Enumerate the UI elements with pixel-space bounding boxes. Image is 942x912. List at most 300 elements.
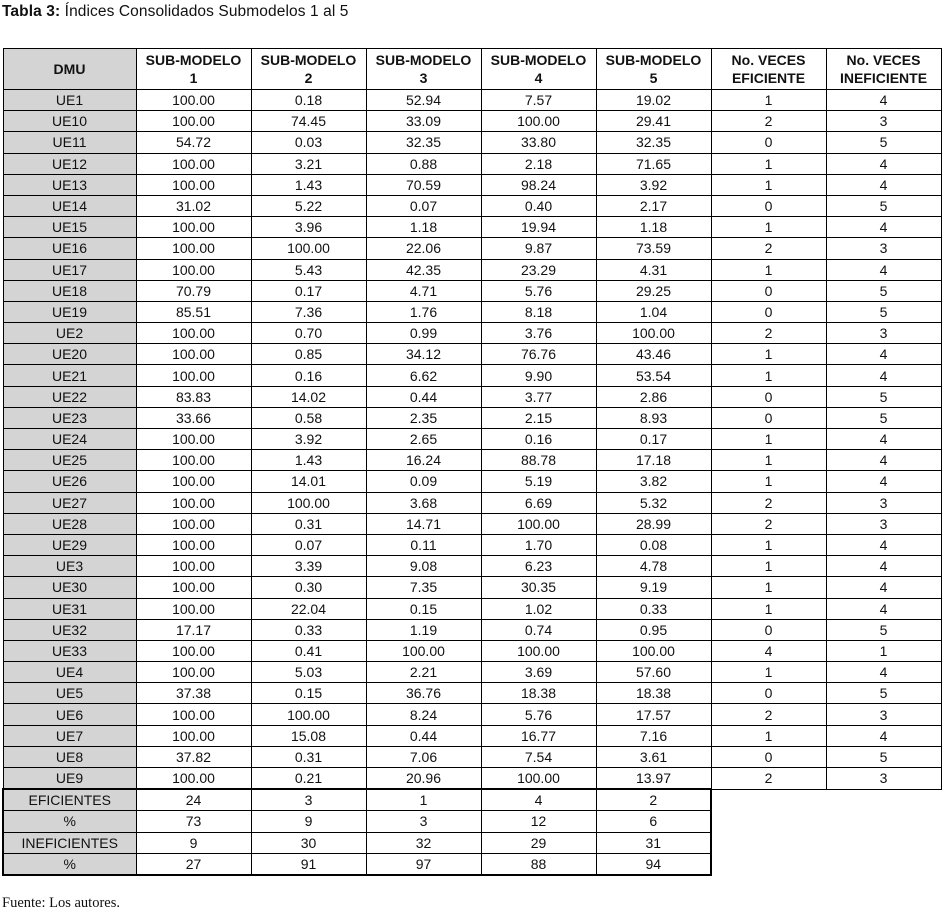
value-cell: 5 bbox=[826, 132, 941, 153]
value-cell: 32.35 bbox=[366, 132, 481, 153]
value-cell: 100.00 bbox=[136, 174, 251, 195]
summary-value-cell: 88 bbox=[481, 853, 596, 875]
value-cell: 1 bbox=[711, 577, 826, 598]
value-cell: 28.99 bbox=[596, 513, 711, 534]
value-cell: 100.00 bbox=[136, 640, 251, 661]
table-row bbox=[3, 238, 941, 259]
value-cell: 100.00 bbox=[136, 492, 251, 513]
table-row bbox=[3, 195, 941, 216]
value-cell: 1.18 bbox=[366, 217, 481, 238]
summary-value-cell: 6 bbox=[596, 811, 711, 832]
value-cell: 54.72 bbox=[136, 132, 251, 153]
table-row bbox=[3, 556, 941, 577]
value-cell: 23.29 bbox=[481, 259, 596, 280]
value-cell: 0.41 bbox=[251, 640, 366, 661]
summary-value-cell: 29 bbox=[481, 832, 596, 853]
dmu-cell: UE12 bbox=[3, 153, 136, 174]
table-row bbox=[3, 280, 941, 301]
value-cell: 5 bbox=[826, 280, 941, 301]
value-cell: 100.00 bbox=[136, 725, 251, 746]
value-cell: 6.69 bbox=[481, 492, 596, 513]
value-cell: 0.11 bbox=[366, 534, 481, 555]
summary-value-cell: 32 bbox=[366, 832, 481, 853]
table-row bbox=[3, 217, 941, 238]
value-cell: 18.38 bbox=[596, 683, 711, 704]
table-caption bbox=[2, 3, 349, 21]
value-cell: 14.71 bbox=[366, 513, 481, 534]
value-cell: 1.18 bbox=[596, 217, 711, 238]
dmu-cell: UE16 bbox=[3, 238, 136, 259]
value-cell: 52.94 bbox=[366, 90, 481, 111]
value-cell: 100.00 bbox=[136, 534, 251, 555]
value-cell: 100.00 bbox=[136, 90, 251, 111]
value-cell: 17.18 bbox=[596, 450, 711, 471]
table-row bbox=[3, 768, 941, 790]
value-cell: 0.15 bbox=[366, 598, 481, 619]
value-cell: 100.00 bbox=[136, 429, 251, 450]
value-cell: 0.30 bbox=[251, 577, 366, 598]
value-cell: 1 bbox=[711, 90, 826, 111]
dmu-cell: UE10 bbox=[3, 111, 136, 132]
value-cell: 5 bbox=[826, 195, 941, 216]
value-cell: 0.31 bbox=[251, 513, 366, 534]
value-cell: 5 bbox=[826, 619, 941, 640]
value-cell: 1.43 bbox=[251, 450, 366, 471]
value-cell: 3.82 bbox=[596, 471, 711, 492]
value-cell: 1 bbox=[711, 662, 826, 683]
value-cell: 100.00 bbox=[481, 768, 596, 790]
value-cell: 100.00 bbox=[596, 323, 711, 344]
value-cell: 0.44 bbox=[366, 725, 481, 746]
value-cell: 17.17 bbox=[136, 619, 251, 640]
table-row bbox=[3, 704, 941, 725]
value-cell: 100.00 bbox=[136, 662, 251, 683]
value-cell: 0.74 bbox=[481, 619, 596, 640]
value-cell: 37.82 bbox=[136, 746, 251, 767]
table-row bbox=[3, 450, 941, 471]
table-row bbox=[3, 301, 941, 322]
value-cell: 3.96 bbox=[251, 217, 366, 238]
table-row bbox=[3, 153, 941, 174]
value-cell: 2.21 bbox=[366, 662, 481, 683]
summary-value-cell: 73 bbox=[136, 811, 251, 832]
header-veces-eficiente: No. VECES EFICIENTE bbox=[711, 49, 826, 90]
value-cell: 3.92 bbox=[251, 429, 366, 450]
value-cell: 0.31 bbox=[251, 746, 366, 767]
value-cell: 0.07 bbox=[366, 195, 481, 216]
dmu-cell: UE26 bbox=[3, 471, 136, 492]
value-cell: 100.00 bbox=[136, 471, 251, 492]
value-cell: 19.94 bbox=[481, 217, 596, 238]
value-cell: 1.43 bbox=[251, 174, 366, 195]
empty-cell bbox=[711, 811, 826, 832]
value-cell: 3 bbox=[826, 492, 941, 513]
value-cell: 0 bbox=[711, 746, 826, 767]
value-cell: 74.45 bbox=[251, 111, 366, 132]
value-cell: 31.02 bbox=[136, 195, 251, 216]
value-cell: 0.33 bbox=[596, 598, 711, 619]
value-cell: 0.44 bbox=[366, 386, 481, 407]
summary-value-cell: 1 bbox=[366, 789, 481, 811]
value-cell: 1 bbox=[711, 344, 826, 365]
table-row bbox=[3, 534, 941, 555]
table-row bbox=[3, 344, 941, 365]
table-row bbox=[3, 492, 941, 513]
value-cell: 9.90 bbox=[481, 365, 596, 386]
value-cell: 2.86 bbox=[596, 386, 711, 407]
value-cell: 2 bbox=[711, 238, 826, 259]
value-cell: 5 bbox=[826, 683, 941, 704]
value-cell: 2 bbox=[711, 704, 826, 725]
summary-value-cell: 9 bbox=[251, 811, 366, 832]
table-row bbox=[3, 746, 941, 767]
value-cell: 33.80 bbox=[481, 132, 596, 153]
dmu-cell: UE14 bbox=[3, 195, 136, 216]
value-cell: 4 bbox=[826, 344, 941, 365]
value-cell: 3 bbox=[826, 323, 941, 344]
table-caption-label: Tabla 3: bbox=[2, 3, 61, 20]
value-cell: 100.00 bbox=[481, 640, 596, 661]
value-cell: 15.08 bbox=[251, 725, 366, 746]
value-cell: 13.97 bbox=[596, 768, 711, 790]
table-row bbox=[3, 174, 941, 195]
value-cell: 1 bbox=[711, 259, 826, 280]
value-cell: 1 bbox=[711, 556, 826, 577]
value-cell: 0.33 bbox=[251, 619, 366, 640]
table-row bbox=[3, 619, 941, 640]
value-cell: 0.08 bbox=[596, 534, 711, 555]
value-cell: 1 bbox=[711, 365, 826, 386]
table-row bbox=[3, 683, 941, 704]
dmu-cell: UE1 bbox=[3, 90, 136, 111]
value-cell: 1.76 bbox=[366, 301, 481, 322]
empty-cell bbox=[826, 853, 941, 875]
value-cell: 100.00 bbox=[251, 704, 366, 725]
empty-cell bbox=[826, 811, 941, 832]
summary-value-cell: 31 bbox=[596, 832, 711, 853]
summary-value-cell: 27 bbox=[136, 853, 251, 875]
value-cell: 3 bbox=[826, 704, 941, 725]
table-row bbox=[3, 725, 941, 746]
summary-label-cell: % bbox=[3, 853, 136, 875]
value-cell: 8.93 bbox=[596, 407, 711, 428]
value-cell: 0.18 bbox=[251, 90, 366, 111]
value-cell: 3.77 bbox=[481, 386, 596, 407]
dmu-cell: UE13 bbox=[3, 174, 136, 195]
summary-value-cell: 24 bbox=[136, 789, 251, 811]
header-submodelo-3: SUB-MODELO 3 bbox=[366, 49, 481, 90]
value-cell: 53.54 bbox=[596, 365, 711, 386]
value-cell: 4 bbox=[826, 534, 941, 555]
value-cell: 2.15 bbox=[481, 407, 596, 428]
value-cell: 2.18 bbox=[481, 153, 596, 174]
value-cell: 9.19 bbox=[596, 577, 711, 598]
value-cell: 22.06 bbox=[366, 238, 481, 259]
value-cell: 17.57 bbox=[596, 704, 711, 725]
value-cell: 100.00 bbox=[136, 450, 251, 471]
value-cell: 100.00 bbox=[136, 598, 251, 619]
value-cell: 34.12 bbox=[366, 344, 481, 365]
dmu-cell: UE19 bbox=[3, 301, 136, 322]
value-cell: 0.40 bbox=[481, 195, 596, 216]
table-row bbox=[3, 407, 941, 428]
value-cell: 1 bbox=[826, 640, 941, 661]
value-cell: 2 bbox=[711, 513, 826, 534]
value-cell: 7.54 bbox=[481, 746, 596, 767]
value-cell: 20.96 bbox=[366, 768, 481, 790]
dmu-cell: UE21 bbox=[3, 365, 136, 386]
value-cell: 1.02 bbox=[481, 598, 596, 619]
value-cell: 100.00 bbox=[136, 577, 251, 598]
value-cell: 3.69 bbox=[481, 662, 596, 683]
value-cell: 3.39 bbox=[251, 556, 366, 577]
value-cell: 5.03 bbox=[251, 662, 366, 683]
value-cell: 0.99 bbox=[366, 323, 481, 344]
header-submodelo-1: SUB-MODELO 1 bbox=[136, 49, 251, 90]
dmu-cell: UE11 bbox=[3, 132, 136, 153]
value-cell: 3.76 bbox=[481, 323, 596, 344]
summary-row bbox=[3, 832, 941, 853]
value-cell: 100.00 bbox=[481, 111, 596, 132]
value-cell: 5.43 bbox=[251, 259, 366, 280]
dmu-cell: UE30 bbox=[3, 577, 136, 598]
value-cell: 5 bbox=[826, 301, 941, 322]
value-cell: 0.95 bbox=[596, 619, 711, 640]
dmu-cell: UE6 bbox=[3, 704, 136, 725]
summary-value-cell: 3 bbox=[366, 811, 481, 832]
value-cell: 29.41 bbox=[596, 111, 711, 132]
value-cell: 16.24 bbox=[366, 450, 481, 471]
table-row bbox=[3, 471, 941, 492]
value-cell: 2 bbox=[711, 492, 826, 513]
value-cell: 70.59 bbox=[366, 174, 481, 195]
value-cell: 22.04 bbox=[251, 598, 366, 619]
value-cell: 88.78 bbox=[481, 450, 596, 471]
value-cell: 7.06 bbox=[366, 746, 481, 767]
value-cell: 100.00 bbox=[136, 259, 251, 280]
summary-value-cell: 2 bbox=[596, 789, 711, 811]
value-cell: 4 bbox=[826, 429, 941, 450]
value-cell: 4.78 bbox=[596, 556, 711, 577]
table-row bbox=[3, 323, 941, 344]
value-cell: 70.79 bbox=[136, 280, 251, 301]
table-row bbox=[3, 662, 941, 683]
summary-label-cell: EFICIENTES bbox=[3, 789, 136, 811]
value-cell: 8.18 bbox=[481, 301, 596, 322]
value-cell: 14.02 bbox=[251, 386, 366, 407]
value-cell: 5.19 bbox=[481, 471, 596, 492]
dmu-cell: UE5 bbox=[3, 683, 136, 704]
table-row bbox=[3, 386, 941, 407]
value-cell: 7.16 bbox=[596, 725, 711, 746]
table-row bbox=[3, 132, 941, 153]
value-cell: 8.24 bbox=[366, 704, 481, 725]
empty-cell bbox=[826, 832, 941, 853]
value-cell: 4 bbox=[826, 598, 941, 619]
value-cell: 18.38 bbox=[481, 683, 596, 704]
value-cell: 76.76 bbox=[481, 344, 596, 365]
value-cell: 19.02 bbox=[596, 90, 711, 111]
summary-value-cell: 12 bbox=[481, 811, 596, 832]
table-header bbox=[3, 49, 941, 90]
table-row bbox=[3, 598, 941, 619]
dmu-cell: UE20 bbox=[3, 344, 136, 365]
value-cell: 0 bbox=[711, 407, 826, 428]
value-cell: 100.00 bbox=[251, 238, 366, 259]
value-cell: 1 bbox=[711, 217, 826, 238]
dmu-cell: UE25 bbox=[3, 450, 136, 471]
summary-row bbox=[3, 853, 941, 875]
summary-value-cell: 30 bbox=[251, 832, 366, 853]
value-cell: 4 bbox=[826, 153, 941, 174]
header-submodelo-4: SUB-MODELO 4 bbox=[481, 49, 596, 90]
value-cell: 16.77 bbox=[481, 725, 596, 746]
empty-cell bbox=[711, 853, 826, 875]
value-cell: 1 bbox=[711, 471, 826, 492]
value-cell: 1.19 bbox=[366, 619, 481, 640]
summary-value-cell: 94 bbox=[596, 853, 711, 875]
value-cell: 0 bbox=[711, 132, 826, 153]
value-cell: 4.31 bbox=[596, 259, 711, 280]
table-body bbox=[3, 90, 941, 790]
dmu-cell: UE24 bbox=[3, 429, 136, 450]
value-cell: 100.00 bbox=[136, 153, 251, 174]
value-cell: 14.01 bbox=[251, 471, 366, 492]
value-cell: 1 bbox=[711, 450, 826, 471]
value-cell: 0.58 bbox=[251, 407, 366, 428]
summary-value-cell: 91 bbox=[251, 853, 366, 875]
value-cell: 3.21 bbox=[251, 153, 366, 174]
value-cell: 0.70 bbox=[251, 323, 366, 344]
value-cell: 4 bbox=[826, 174, 941, 195]
value-cell: 6.62 bbox=[366, 365, 481, 386]
consolidated-index-table bbox=[2, 48, 942, 876]
value-cell: 3 bbox=[826, 238, 941, 259]
value-cell: 2.17 bbox=[596, 195, 711, 216]
value-cell: 42.35 bbox=[366, 259, 481, 280]
value-cell: 5.22 bbox=[251, 195, 366, 216]
summary-value-cell: 4 bbox=[481, 789, 596, 811]
value-cell: 100.00 bbox=[136, 344, 251, 365]
value-cell: 4 bbox=[826, 662, 941, 683]
summary-value-cell: 97 bbox=[366, 853, 481, 875]
value-cell: 4 bbox=[826, 217, 941, 238]
value-cell: 100.00 bbox=[136, 217, 251, 238]
header-submodelo-2: SUB-MODELO 2 bbox=[251, 49, 366, 90]
table-row bbox=[3, 365, 941, 386]
dmu-cell: UE8 bbox=[3, 746, 136, 767]
summary-row bbox=[3, 811, 941, 832]
value-cell: 4 bbox=[826, 90, 941, 111]
value-cell: 0 bbox=[711, 386, 826, 407]
value-cell: 100.00 bbox=[366, 640, 481, 661]
table-row bbox=[3, 90, 941, 111]
value-cell: 3.68 bbox=[366, 492, 481, 513]
value-cell: 4.71 bbox=[366, 280, 481, 301]
value-cell: 0.07 bbox=[251, 534, 366, 555]
value-cell: 3.92 bbox=[596, 174, 711, 195]
dmu-cell: UE9 bbox=[3, 768, 136, 790]
value-cell: 0.88 bbox=[366, 153, 481, 174]
header-veces-ineficiente: No. VECES INEFICIENTE bbox=[826, 49, 941, 90]
dmu-cell: UE3 bbox=[3, 556, 136, 577]
value-cell: 85.51 bbox=[136, 301, 251, 322]
value-cell: 5.76 bbox=[481, 704, 596, 725]
value-cell: 0 bbox=[711, 280, 826, 301]
value-cell: 33.09 bbox=[366, 111, 481, 132]
value-cell: 3 bbox=[826, 768, 941, 790]
value-cell: 1 bbox=[711, 725, 826, 746]
value-cell: 43.46 bbox=[596, 344, 711, 365]
value-cell: 5 bbox=[826, 386, 941, 407]
value-cell: 5.32 bbox=[596, 492, 711, 513]
value-cell: 4 bbox=[826, 556, 941, 577]
value-cell: 0.85 bbox=[251, 344, 366, 365]
value-cell: 9.08 bbox=[366, 556, 481, 577]
value-cell: 36.76 bbox=[366, 683, 481, 704]
value-cell: 0.16 bbox=[251, 365, 366, 386]
dmu-cell: UE28 bbox=[3, 513, 136, 534]
value-cell: 57.60 bbox=[596, 662, 711, 683]
table-source-note: Fuente: Los autores. bbox=[2, 895, 120, 911]
summary-row bbox=[3, 789, 941, 811]
value-cell: 4 bbox=[826, 471, 941, 492]
dmu-cell: UE7 bbox=[3, 725, 136, 746]
dmu-cell: UE33 bbox=[3, 640, 136, 661]
dmu-cell: UE2 bbox=[3, 323, 136, 344]
table-row bbox=[3, 640, 941, 661]
summary-label-cell: % bbox=[3, 811, 136, 832]
value-cell: 100.00 bbox=[136, 365, 251, 386]
value-cell: 1.70 bbox=[481, 534, 596, 555]
value-cell: 7.57 bbox=[481, 90, 596, 111]
value-cell: 0.09 bbox=[366, 471, 481, 492]
value-cell: 37.38 bbox=[136, 683, 251, 704]
value-cell: 6.23 bbox=[481, 556, 596, 577]
dmu-cell: UE27 bbox=[3, 492, 136, 513]
dmu-cell: UE31 bbox=[3, 598, 136, 619]
value-cell: 100.00 bbox=[136, 111, 251, 132]
dmu-cell: UE4 bbox=[3, 662, 136, 683]
value-cell: 71.65 bbox=[596, 153, 711, 174]
table-row bbox=[3, 429, 941, 450]
value-cell: 30.35 bbox=[481, 577, 596, 598]
value-cell: 29.25 bbox=[596, 280, 711, 301]
value-cell: 1 bbox=[711, 534, 826, 555]
value-cell: 1 bbox=[711, 153, 826, 174]
table-row bbox=[3, 513, 941, 534]
value-cell: 100.00 bbox=[136, 704, 251, 725]
value-cell: 0.17 bbox=[251, 280, 366, 301]
value-cell: 98.24 bbox=[481, 174, 596, 195]
value-cell: 32.35 bbox=[596, 132, 711, 153]
value-cell: 0.15 bbox=[251, 683, 366, 704]
value-cell: 7.35 bbox=[366, 577, 481, 598]
header-submodelo-5: SUB-MODELO 5 bbox=[596, 49, 711, 90]
value-cell: 0 bbox=[711, 619, 826, 640]
value-cell: 4 bbox=[826, 725, 941, 746]
summary-value-cell: 3 bbox=[251, 789, 366, 811]
value-cell: 7.36 bbox=[251, 301, 366, 322]
value-cell: 0.21 bbox=[251, 768, 366, 790]
table-caption-text: Índices Consolidados Submodelos 1 al 5 bbox=[64, 3, 349, 20]
summary-label-cell: INEFICIENTES bbox=[3, 832, 136, 853]
value-cell: 83.83 bbox=[136, 386, 251, 407]
value-cell: 4 bbox=[826, 577, 941, 598]
value-cell: 100.00 bbox=[136, 768, 251, 790]
dmu-cell: UE17 bbox=[3, 259, 136, 280]
value-cell: 100.00 bbox=[251, 492, 366, 513]
